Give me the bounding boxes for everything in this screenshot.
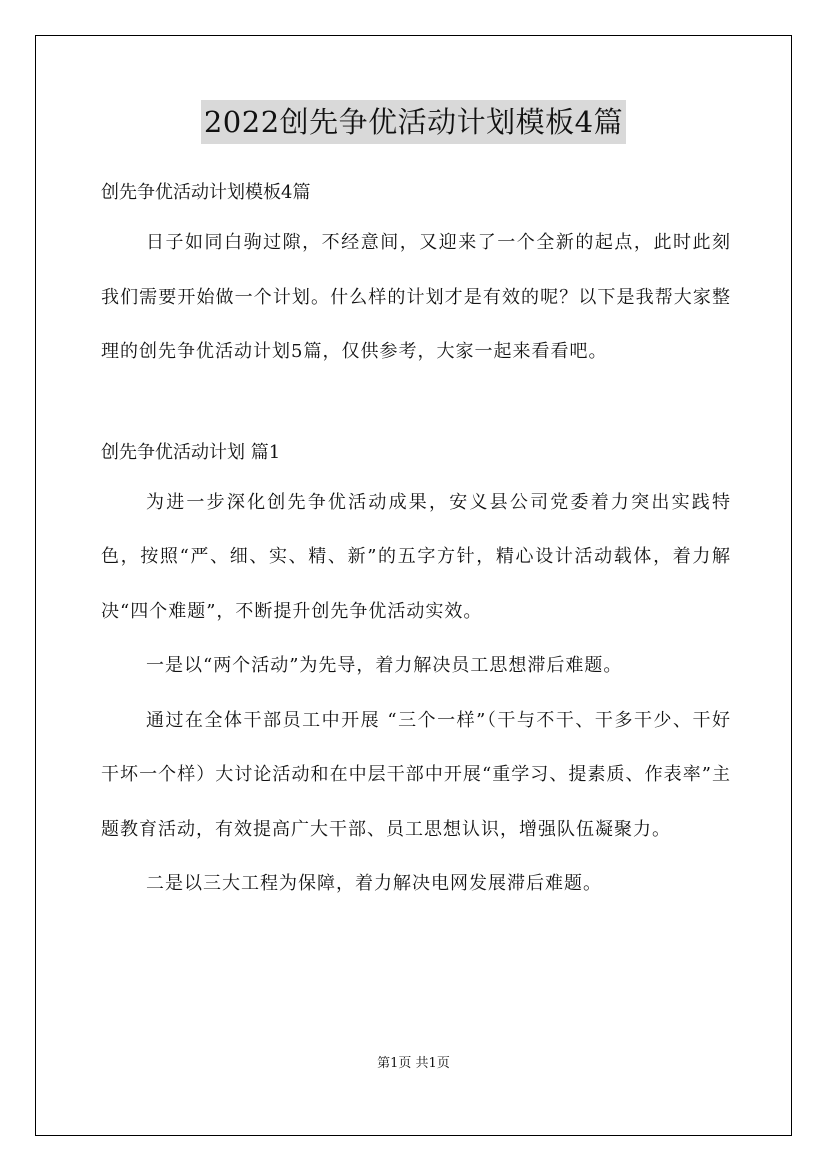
body-paragraph: 一是以“两个活动”为先导，着力解决员工思想滞后难题。 [146, 655, 623, 676]
document-subtitle: 创先争优活动计划模板4篇 [101, 182, 311, 203]
body-paragraph: 通过在全体干部员工中开展 “三个一样”（干与不干、干多干少、干好干坏一个样）大讨论活动和在中层干部中开展“重学习、提素质、作表率”主题教育活动，有效提高广大干部、员工思想认识，增强队伍凝聚力。 [101, 709, 731, 840]
document-body [101, 170, 731, 912]
title-container [0, 100, 827, 144]
intro-paragraph: 日子如同白驹过隙，不经意间，又迎来了一个全新的起点，此时此刻我们需要开始做一个计划。什么样的计划才是有效的呢？以下是我帮大家整理的创先争优活动计划5篇，仅供参考，大家一起来看看吧。 [101, 232, 731, 362]
body-paragraph: 二是以三大工程为保障，着力解决电网发展滞后难题。 [146, 873, 602, 894]
section-heading: 创先争优活动计划 篇1 [101, 441, 281, 463]
document-title: 2022创先争优活动计划模板4篇 [201, 100, 626, 144]
page-footer: 第1页 共1页 [377, 1056, 450, 1071]
section-spacer [101, 380, 731, 430]
body-paragraph: 为进一步深化创先争优活动成果，安义县公司党委着力突出实践特色，按照“严、细、实、精、新”的五字方针，精心设计活动载体，着力解决“四个难题”，不断提升创先争优活动实效。 [101, 491, 731, 622]
